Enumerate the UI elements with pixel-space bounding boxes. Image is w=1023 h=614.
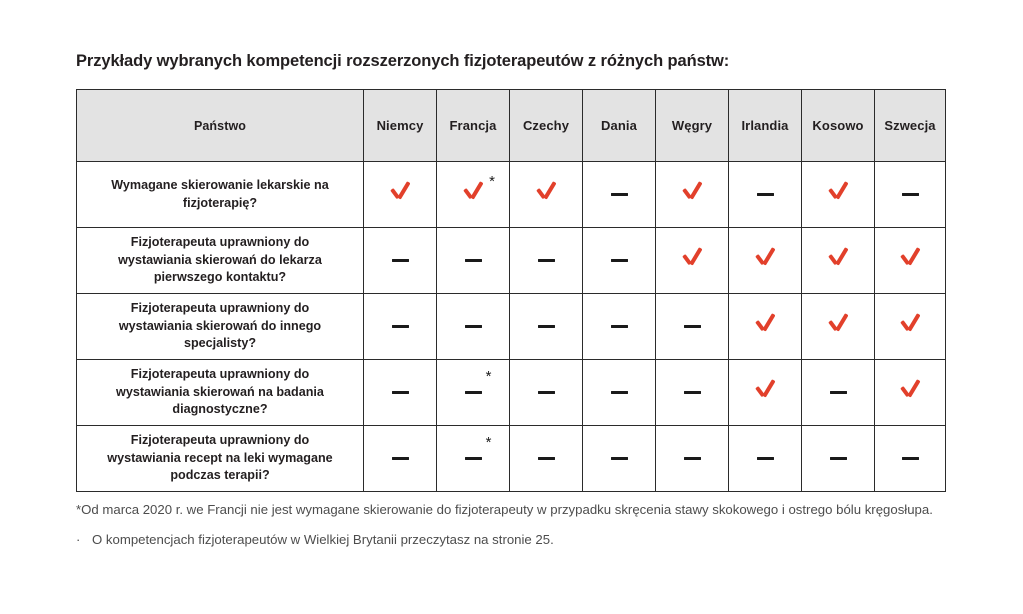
mark-wrapper xyxy=(462,173,495,205)
dash-icon xyxy=(684,391,701,394)
cell-mark-no xyxy=(729,426,802,492)
dash-icon xyxy=(757,457,774,460)
cell-mark-no xyxy=(510,228,583,294)
column-header-szwecja: Szwecja xyxy=(875,90,946,162)
mark-wrapper xyxy=(611,253,628,269)
dash-icon xyxy=(465,259,482,262)
checkmark-icon xyxy=(681,249,703,267)
mark-wrapper xyxy=(392,319,409,335)
cell-mark-no xyxy=(437,228,510,294)
cell-mark-no xyxy=(364,294,437,360)
checkmark-icon xyxy=(827,249,849,267)
mark-wrapper xyxy=(538,385,555,401)
mark-wrapper xyxy=(754,381,776,403)
row-label: Fizjoterapeuta uprawniony do wystawiania skierowań na badania diagnostyczne? xyxy=(77,360,364,426)
mark-wrapper xyxy=(902,187,919,203)
cell-mark-yes xyxy=(729,228,802,294)
dash-icon xyxy=(830,391,847,394)
dash-icon xyxy=(757,193,774,196)
cell-mark-yes xyxy=(802,228,875,294)
cell-mark-yes xyxy=(729,294,802,360)
dash-icon xyxy=(684,325,701,328)
cell-mark-no xyxy=(875,426,946,492)
mark-wrapper xyxy=(830,385,847,401)
column-header-francja: Francja xyxy=(437,90,510,162)
cell-mark-no xyxy=(802,426,875,492)
footnotes xyxy=(76,500,956,551)
cell-mark-no xyxy=(437,360,510,426)
dash-icon xyxy=(538,457,555,460)
checkmark-icon xyxy=(754,249,776,267)
dash-icon xyxy=(392,457,409,460)
dash-icon xyxy=(611,259,628,262)
mark-wrapper xyxy=(684,451,701,467)
column-header-niemcy: Niemcy xyxy=(364,90,437,162)
cell-mark-no xyxy=(364,426,437,492)
mark-wrapper xyxy=(538,319,555,335)
row-label: Wymagane skierowanie lekarskie na fizjoterapię? xyxy=(77,162,364,228)
mark-wrapper xyxy=(538,451,555,467)
footnote-bullet-line xyxy=(76,530,956,550)
cell-mark-yes xyxy=(875,294,946,360)
mark-wrapper xyxy=(754,249,776,271)
mark-wrapper xyxy=(389,183,411,205)
cell-mark-no xyxy=(729,162,802,228)
cell-mark-yes xyxy=(364,162,437,228)
asterisk-marker: * xyxy=(489,173,495,190)
dash-icon xyxy=(538,259,555,262)
mark-wrapper xyxy=(611,319,628,335)
table-header-row xyxy=(77,90,946,162)
column-header-wegry: Węgry xyxy=(656,90,729,162)
cell-mark-no xyxy=(364,228,437,294)
row-label: Fizjoterapeuta uprawniony do wystawiania skierowań do lekarza pierwszego kontaktu? xyxy=(77,228,364,294)
column-header-czechy: Czechy xyxy=(510,90,583,162)
checkmark-icon xyxy=(389,183,411,201)
cell-mark-no xyxy=(510,294,583,360)
page-title: Przykłady wybranych kompetencji rozszerzonych fizjoterapeutów z różnych państw: xyxy=(76,52,730,70)
dash-icon xyxy=(538,391,555,394)
cell-mark-yes xyxy=(802,294,875,360)
dash-icon xyxy=(465,457,482,460)
cell-mark-no xyxy=(875,162,946,228)
mark-wrapper xyxy=(611,385,628,401)
cell-mark-no xyxy=(583,426,656,492)
dash-icon xyxy=(392,325,409,328)
cell-mark-no xyxy=(583,162,656,228)
mark-wrapper xyxy=(681,249,703,271)
cell-mark-yes xyxy=(875,228,946,294)
mark-wrapper xyxy=(611,451,628,467)
dash-icon xyxy=(611,457,628,460)
dash-icon xyxy=(465,325,482,328)
mark-wrapper xyxy=(684,319,701,335)
row-label: Fizjoterapeuta uprawniony do wystawiania skierowań do innego specjalisty? xyxy=(77,294,364,360)
dash-icon xyxy=(684,457,701,460)
cell-mark-no xyxy=(583,294,656,360)
table-row xyxy=(77,162,946,228)
column-header-kosowo: Kosowo xyxy=(802,90,875,162)
cell-mark-no xyxy=(656,426,729,492)
column-header-irlandia: Irlandia xyxy=(729,90,802,162)
checkmark-icon xyxy=(827,315,849,333)
cell-mark-no xyxy=(437,294,510,360)
column-header-country: Państwo xyxy=(77,90,364,162)
mark-wrapper xyxy=(899,315,921,337)
dash-icon xyxy=(902,193,919,196)
table-row xyxy=(77,294,946,360)
mark-wrapper xyxy=(392,253,409,269)
mark-wrapper xyxy=(899,249,921,271)
cell-mark-no xyxy=(364,360,437,426)
cell-mark-yes xyxy=(729,360,802,426)
mark-wrapper xyxy=(465,319,482,335)
cell-mark-no xyxy=(802,360,875,426)
footnote-bullet-text: O kompetencjach fizjoterapeutów w Wielkiej Brytanii przeczytasz na stronie 25. xyxy=(92,532,554,548)
mark-wrapper xyxy=(611,187,628,203)
cell-mark-yes xyxy=(656,228,729,294)
cell-mark-no xyxy=(656,360,729,426)
dash-icon xyxy=(611,391,628,394)
table-row xyxy=(77,228,946,294)
cell-mark-no xyxy=(437,426,510,492)
mark-wrapper xyxy=(827,249,849,271)
dash-icon xyxy=(538,325,555,328)
column-header-dania: Dania xyxy=(583,90,656,162)
mark-wrapper xyxy=(465,367,492,401)
checkmark-icon xyxy=(754,315,776,333)
mark-wrapper xyxy=(830,451,847,467)
mark-wrapper xyxy=(538,253,555,269)
mark-wrapper xyxy=(902,451,919,467)
mark-wrapper xyxy=(754,315,776,337)
footnote-asterisk: *Od marca 2020 r. we Francji nie jest wymagane skierowanie do fizjoterapeuty w przypadku skręcenia stawy skokowego i ostrego bólu kręgosłupa. xyxy=(76,502,933,517)
table-row xyxy=(77,426,946,492)
checkmark-icon xyxy=(535,183,557,201)
cell-mark-no xyxy=(583,228,656,294)
cell-mark-no xyxy=(510,426,583,492)
mark-wrapper xyxy=(757,187,774,203)
cell-mark-no xyxy=(656,294,729,360)
mark-wrapper xyxy=(757,451,774,467)
cell-mark-no xyxy=(510,360,583,426)
mark-wrapper xyxy=(681,183,703,205)
dash-icon xyxy=(392,259,409,262)
checkmark-icon xyxy=(681,183,703,201)
cell-mark-yes xyxy=(875,360,946,426)
competency-table xyxy=(76,89,946,492)
table-header xyxy=(77,90,946,162)
checkmark-icon xyxy=(899,381,921,399)
checkmark-icon xyxy=(899,249,921,267)
dash-icon xyxy=(465,391,482,394)
mark-wrapper xyxy=(392,385,409,401)
table-body xyxy=(77,162,946,492)
dash-icon xyxy=(902,457,919,460)
mark-wrapper xyxy=(684,385,701,401)
row-label: Fizjoterapeuta uprawniony do wystawiania recept na leki wymagane podczas terapii? xyxy=(77,426,364,492)
mark-wrapper xyxy=(827,183,849,205)
cell-mark-yes xyxy=(802,162,875,228)
cell-mark-yes xyxy=(656,162,729,228)
asterisk-marker: * xyxy=(485,433,492,451)
dash-icon xyxy=(611,193,628,196)
table-row xyxy=(77,360,946,426)
mark-wrapper xyxy=(535,183,557,205)
cell-mark-yes xyxy=(437,162,510,228)
asterisk-marker: * xyxy=(485,367,492,385)
mark-wrapper xyxy=(465,253,482,269)
cell-mark-no xyxy=(583,360,656,426)
checkmark-icon xyxy=(462,183,484,201)
mark-wrapper xyxy=(465,433,492,467)
checkmark-icon xyxy=(754,381,776,399)
dash-icon xyxy=(392,391,409,394)
dash-icon xyxy=(611,325,628,328)
mark-wrapper xyxy=(827,315,849,337)
cell-mark-yes xyxy=(510,162,583,228)
mark-wrapper xyxy=(392,451,409,467)
dash-icon xyxy=(830,457,847,460)
mark-wrapper xyxy=(899,381,921,403)
checkmark-icon xyxy=(899,315,921,333)
checkmark-icon xyxy=(827,183,849,201)
bullet-marker: · xyxy=(76,532,81,548)
